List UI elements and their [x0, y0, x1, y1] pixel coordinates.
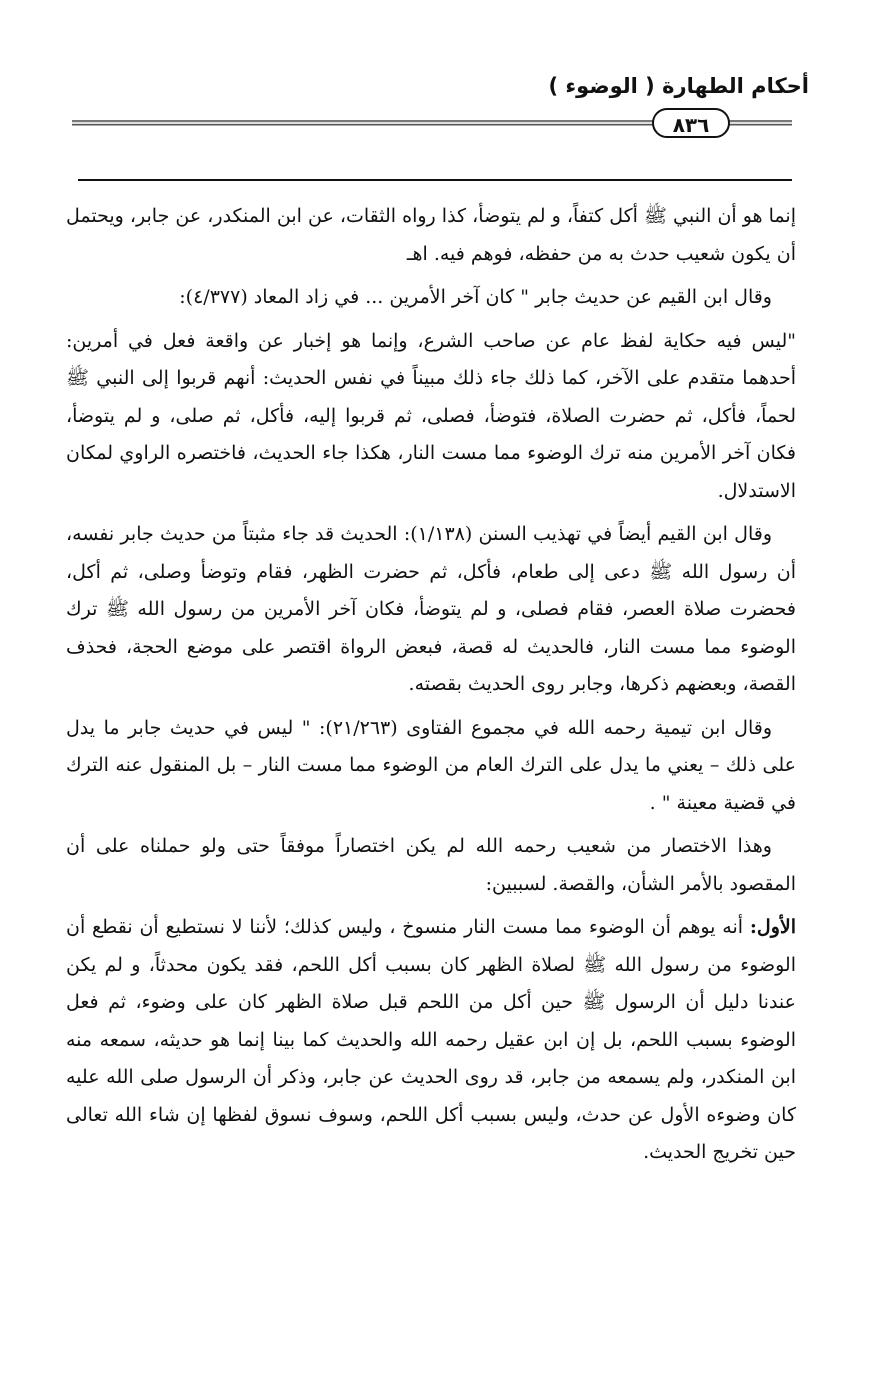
paragraph-5: وقال ابن تيمية رحمه الله في مجموع الفتاوى (٢١/٢٦٣): " ليس في حديث جابر ما يدل على ذلك – يعني ما يدل على الترك العام من الوضوء مما مست النار – بل المنقول عنه الترك في قضية معينة " . [66, 716, 796, 814]
paragraph-1: إنما هو أن النبي ﷺ أكل كتفاً، و لم يتوضأ، كذا رواه الثقات، عن ابن المنكدر، عن جابر، ويحتمل أن يكون شعيب حدث به من حفظه، فوهم فيه. اهـ [66, 205, 796, 265]
page-number-badge: ٨٣٦ [652, 108, 730, 138]
paragraph-7 [66, 909, 796, 1172]
main-text-body [66, 198, 796, 1178]
running-title: أحكام الطهارة ( الوضوء ) [548, 74, 809, 98]
paragraph-6: وهذا الاختصار من شعيب رحمه الله لم يكن اختصاراً موفقاً حتى ولو حملناه على أن المقصود بالأمر الشأن، والقصة. لسببين: [66, 835, 796, 895]
paragraph-4: وقال ابن القيم أيضاً في تهذيب السنن (١/١٣٨): الحديث قد جاء مثبتاً من حديث جابر نفسه، أن رسول الله ﷺ دعى إلى طعام، فأكل، ثم حضرت الظهر، فقام وتوضأ وصلى، ثم أكل، فحضرت صلاة العصر، فقام فصلى، و لم يتوضأ، فكان آخر الأمرين من رسول الله ﷺ ترك الوضوء مما مست النار، فالحديث له قصة، فبعض الرواة اقتصر على موضع الحجة، فحذف القصة، وبعضهم ذكرها، وجابر روى الحديث بقصته. [66, 523, 796, 695]
paragraph-2: وقال ابن القيم عن حديث جابر " كان آخر الأمرين ... في زاد المعاد (٤/٣٧٧): [179, 286, 772, 308]
first-reason-label: الأول: [749, 916, 796, 938]
header-separator-line [78, 179, 792, 181]
paragraph-3-quote: "ليس فيه حكاية لفظ عام عن صاحب الشرع، وإنما هو إخبار عن واقعة فعل في أمرين: أحدهما متقدم على الآخر، كما ذلك جاء ذلك مبيناً في نفس الحديث: أنهم قربوا إلى النبي ﷺ لحماً، فأكل، ثم حضرت الصلاة، فتوضأ، فصلى، ثم قربوا إليه، فأكل، ثم صلى، و لم يتوضأ، فكان آخر الأمرين منه ترك الوضوء مما مست النار، هكذا جاء الحديث، فاختصره الراوي لمكان الاستدلال. [66, 329, 796, 502]
paragraph-7-text: أنه يوهم أن الوضوء مما مست النار منسوخ ، وليس كذلك؛ لأننا لا نستطيع أن نقطع أن الوضوء من رسول الله ﷺ لصلاة الظهر كان بسبب أكل اللحم، فقد يكون محدثاً، و لم يكن عندنا دليل أن الرسول ﷺ حين أكل من اللحم قبل صلاة الظهر كان على وضوء، ثم فعل الوضوء بسبب اللحم، بل إن ابن عقيل رحمه الله والحديث كما بينا إنما هو حديثه، سمعه منه ابن المنكدر، ولم يسمعه من جابر، قد روى الحديث عن جابر، وذكر أن الرسول صلى الله عليه كان وضوءه الأول عن حدث، وليس بسبب أكل اللحم، وسوف نسوق لفظها إن شاء الله تعالى حين تخريج الحديث. [66, 916, 796, 1163]
